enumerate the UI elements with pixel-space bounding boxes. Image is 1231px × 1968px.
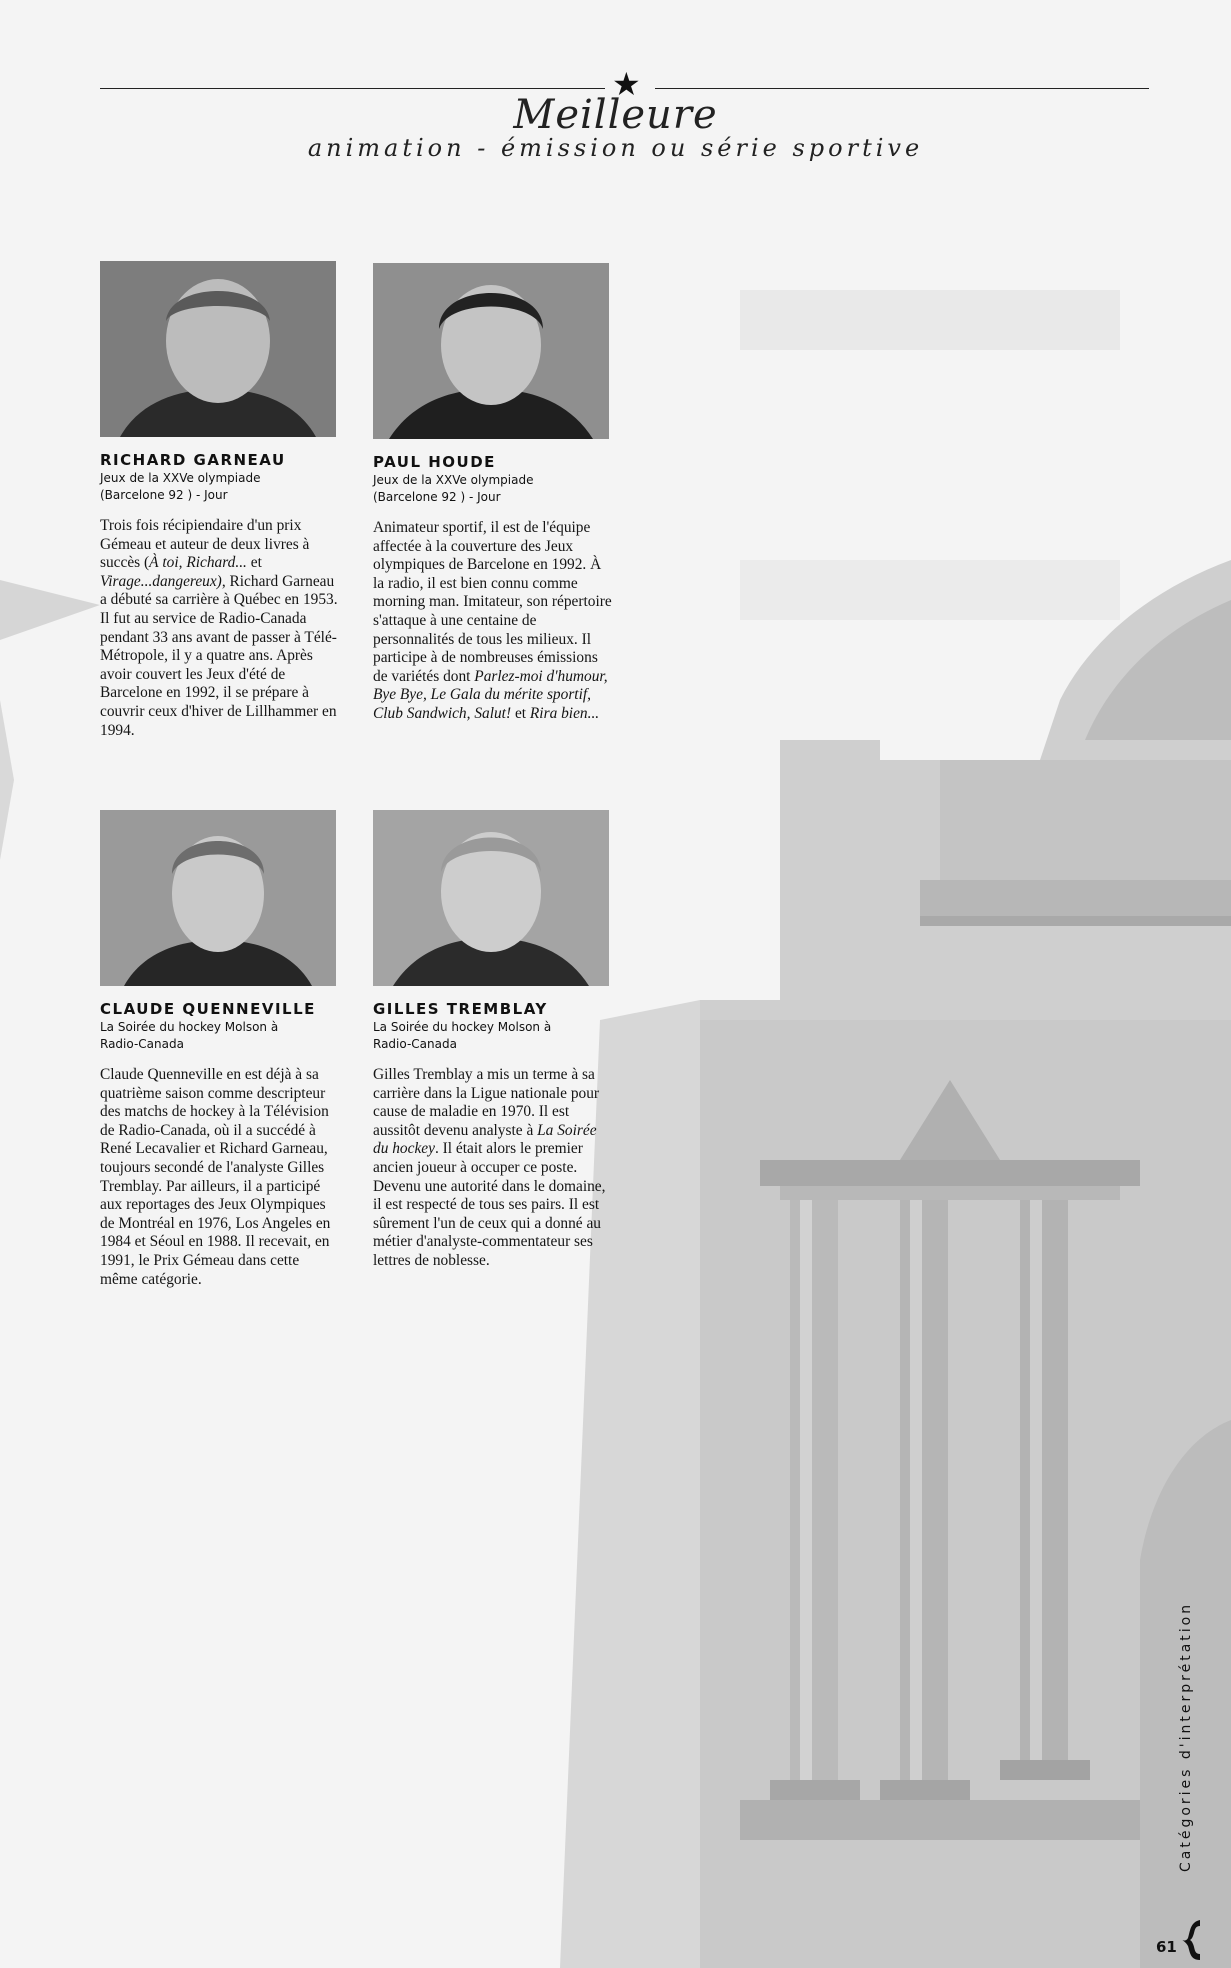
star-icon: ★ — [612, 65, 641, 103]
profile-show-line: Radio-Canada — [100, 1037, 184, 1051]
profile-gilles-tremblay — [373, 810, 613, 1271]
profile-name: PAUL HOUDE — [373, 453, 496, 471]
profile-show-line: (Barcelone 92 ) - Jour — [373, 490, 501, 504]
profile-bio — [100, 517, 340, 740]
bio-italic-run: La Soirée du hockey — [373, 1121, 597, 1158]
profile-bio — [373, 519, 613, 724]
page-subtitle: animation - émission ou série sportive — [307, 134, 924, 162]
portrait-photo — [373, 263, 609, 439]
profile-show-line: Jeux de la XXVe olympiade — [100, 471, 261, 485]
profile-richard-garneau — [100, 261, 340, 740]
profile-show-line: Radio-Canada — [373, 1037, 457, 1051]
profile-show-line: (Barcelone 92 ) - Jour — [100, 488, 228, 502]
profile-show-line: Jeux de la XXVe olympiade — [373, 473, 534, 487]
page-number: 61 — [1156, 1938, 1177, 1956]
bio-text-run: Gilles Tremblay a mis un terme à sa carrière dans la Ligue nationale pour cause de maladie en 1970. Il est aussitôt devenu analyste à — [373, 1066, 600, 1139]
profile-show-line: La Soirée du hockey Molson à — [100, 1020, 279, 1034]
bracket-icon — [1180, 1918, 1210, 1962]
profile-bio — [373, 1066, 613, 1271]
page-title: Meilleure — [513, 92, 718, 138]
bio-italic-run: À toi, Richard... — [149, 554, 247, 572]
bio-italic-run: Parlez-moi d'humour, Bye Bye, Le Gala du mérite sportif, Club Sandwich, Salut! — [373, 667, 608, 722]
profile-show-line: La Soirée du hockey Molson à — [373, 1020, 552, 1034]
profile-name: RICHARD GARNEAU — [100, 451, 286, 469]
profile-bio — [100, 1066, 340, 1289]
bio-text-run: et — [246, 554, 262, 572]
bio-text-run: Trois fois récipiendaire d'un prix Gémeau et auteur de deux livres à succès ( — [100, 517, 310, 572]
section-side-label: Catégories d'interprétation — [1178, 1601, 1194, 1872]
portrait-photo — [373, 810, 609, 986]
header-rule-right — [655, 88, 1149, 89]
profile-claude-quenneville — [100, 810, 340, 1289]
profile-name: GILLES TREMBLAY — [373, 1000, 548, 1018]
portrait-photo — [100, 261, 336, 437]
bio-italic-run: Rira bien... — [529, 704, 600, 722]
bio-text-run: . Il était alors le premier ancien joueur à occuper ce poste. Devenu une autorité dans le domaine, il est respecté de tous ses pairs. Il est sûrement l'un de ceux qui a donné au métier d'analyste-commentateur ses lettres de noblesse. — [373, 1140, 606, 1269]
portrait-photo — [100, 810, 336, 986]
bio-text-run: , Richard Garneau a débuté sa carrière à Québec en 1953. Il fut au service de Radio-Canada pendant 33 ans avant de passer à Télé-Métropole, il y a quatre ans. Après avoir couvert les Jeux d'été de Barcelone en 1992, il se prépare à couvrir ceux d'hiver de Lillhammer en 1994. — [100, 572, 338, 739]
bio-text-run: et — [511, 704, 530, 722]
profile-paul-houde — [373, 263, 613, 724]
profile-name: CLAUDE QUENNEVILLE — [100, 1000, 316, 1018]
bio-text-run: Claude Quenneville en est déjà à sa quatrième saison comme descripteur des matchs de hockey à la Télévision de Radio-Canada, où il a succédé à René Lecavalier et Richard Garneau, toujours secondé de l'analyste Gilles Tremblay. Par ailleurs, il a participé aux reportages des Jeux Olympiques de Montréal en 1976, Los Angeles en 1984 et Séoul en 1988. Il recevait, en 1991, le Prix Gémeau dans cette même catégorie. — [100, 1066, 331, 1288]
header-rule-left — [100, 88, 605, 89]
bio-italic-run: Virage...dangereux) — [100, 572, 222, 590]
bio-text-run: Animateur sportif, il est de l'équipe affectée à la couverture des Jeux olympiques de Barcelone en 1992. À la radio, il est bien connu comme morning man. Imitateur, son répertoire s'attaque à une centaine de personnalités de tous les milieux. Il participe à de nombreuses émissions de variétés dont — [373, 519, 612, 685]
